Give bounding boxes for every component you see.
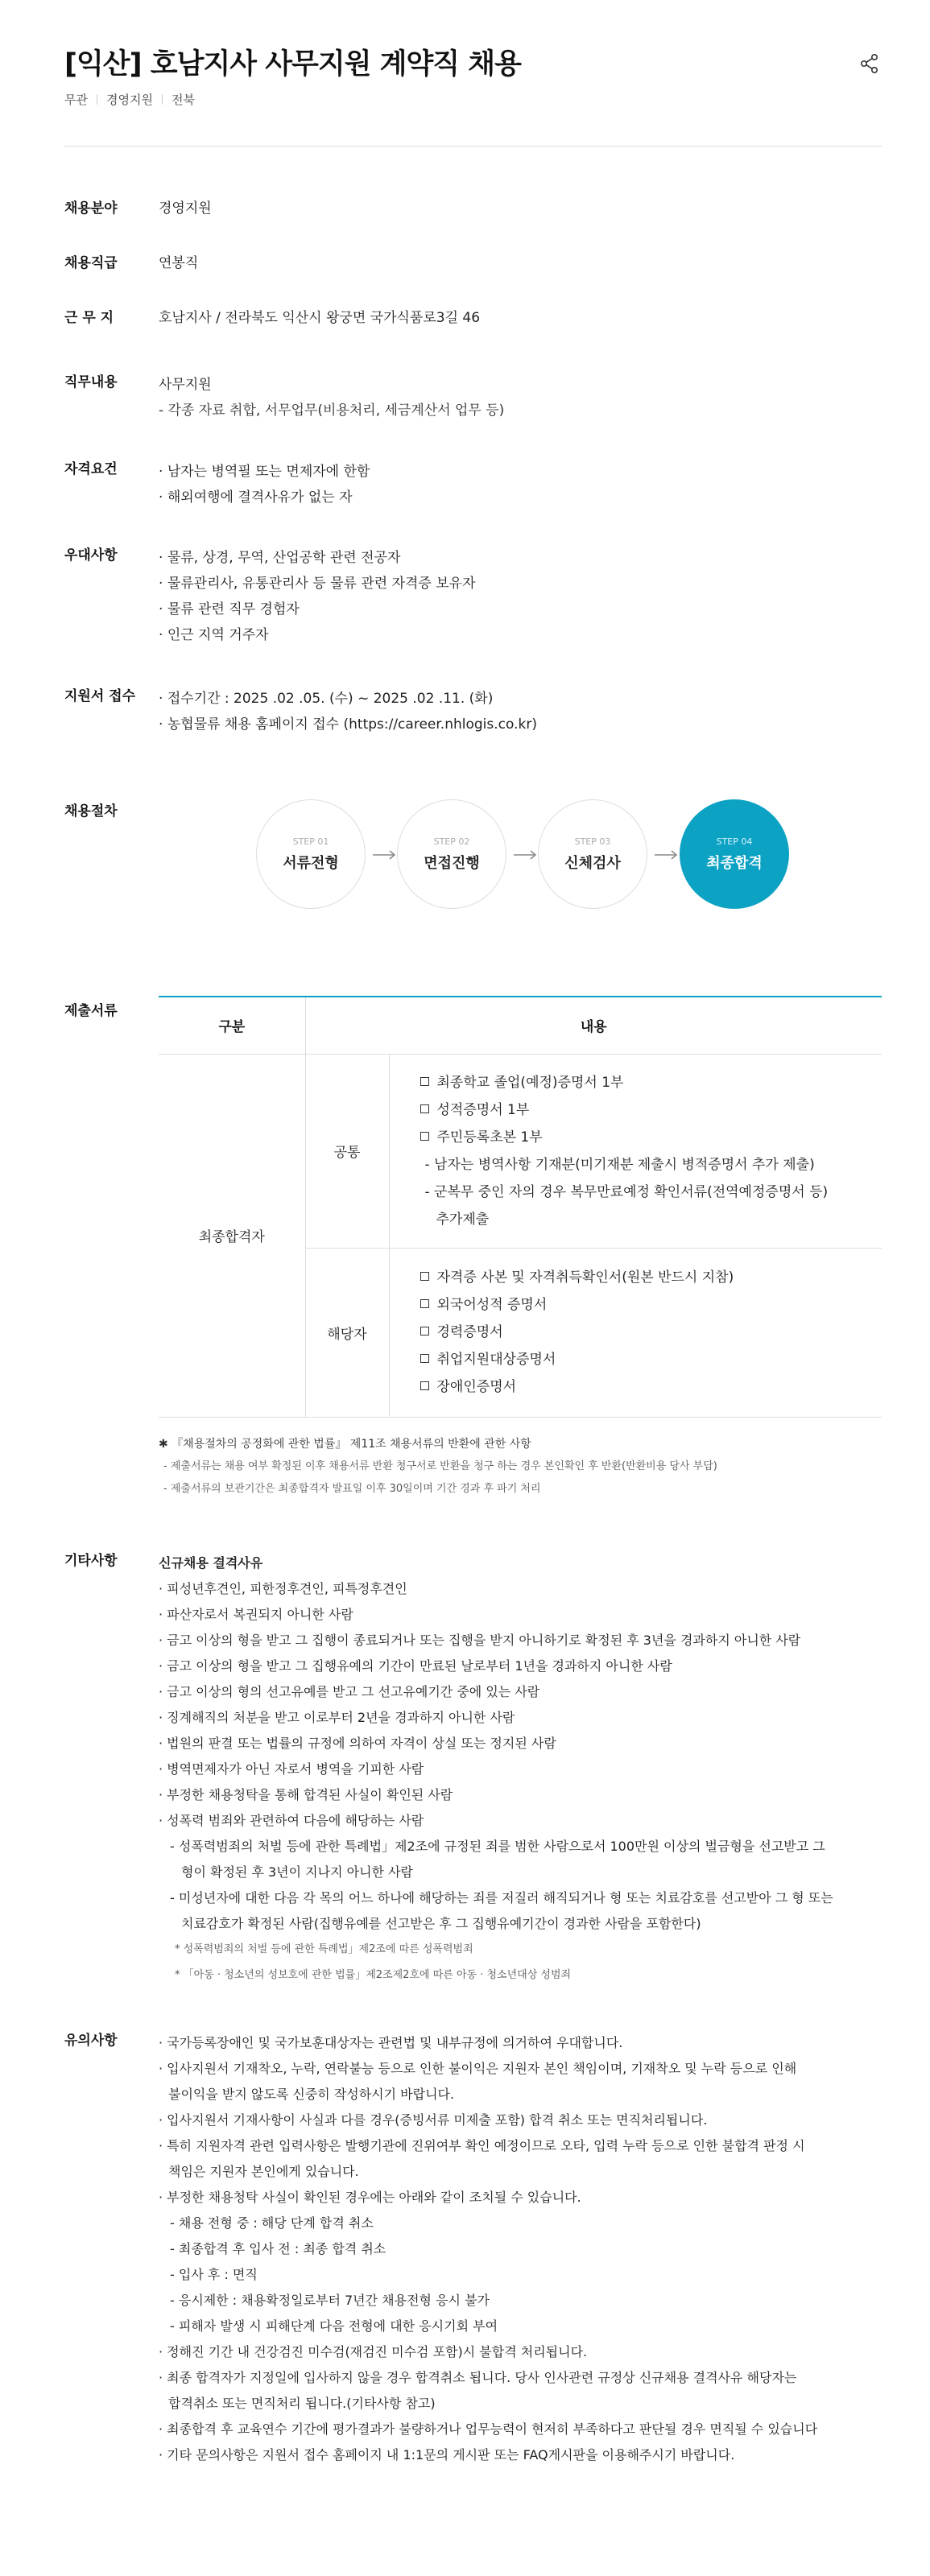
- note-text: - 제출서류의 보관기간은 최종합격자 발표일 이후 30일이며 기간 경과 후 파기 처리: [163, 1483, 541, 1495]
- etc-sub: 치료감호가 확정된 사람(집행유예를 선고받은 후 그 집행유예기간이 경과한 사람을 포함한다): [181, 1916, 701, 1931]
- apply-period: 접수기간 : 2025 .02 .05. (수) ~ 2025 .02 .11. (화): [167, 691, 494, 707]
- etc-item: 부정한 채용청탁을 통해 합격된 사실이 확인된 사람: [167, 1787, 453, 1802]
- column-header: 내용: [305, 997, 882, 1054]
- step-name: 최종합격: [706, 854, 763, 872]
- preference-list: · 물류, 상경, 무역, 산업공학 관련 전공자 · 물류관리사, 유통관리사 등 물류 관련 자격증 보유자 · 물류 관련 직무 경험자 · 인근 지역 거주자: [159, 550, 476, 643]
- table-header-row: [159, 997, 882, 1054]
- etc-sub: 형이 확정된 후 3년이 지나지 아니한 사람: [181, 1864, 413, 1880]
- etc-item: 금고 이상의 형을 받고 그 집행이 종료되거나 또는 집행을 받지 아니하기로 확정된 후 3년을 경과하지 아니한 사람: [167, 1633, 801, 1648]
- preference-item: 물류, 상경, 무역, 산업공학 관련 전공자: [167, 550, 401, 566]
- table-row: [159, 1054, 882, 1248]
- tag-career: 무관: [64, 93, 88, 107]
- document-item: 자격증 사본 및 자격취득확인서(원본 반드시 지참): [420, 1264, 882, 1291]
- tag-divider: [162, 94, 163, 105]
- apply-label: 지원서 접수: [64, 688, 136, 704]
- document-item: 외국어성적 증명서: [420, 1291, 882, 1319]
- step-number: STEP 04: [716, 836, 753, 847]
- duty-value: 사무지원: [159, 377, 212, 393]
- step-4: [680, 799, 789, 909]
- qualification-list: · 남자는 병역필 또는 면제자에 한함 · 해외여행에 결격사유가 없는 자: [159, 464, 370, 506]
- duty-label: 직무내용: [64, 374, 118, 390]
- tag-region: 전북: [171, 93, 195, 107]
- caution-item: 입사지원서 기재착오, 누락, 연락불능 등으로 인한 불이익은 지원자 본인 책임이며, 기재착오 및 누락 등으로 인해: [167, 2061, 797, 2076]
- step-number: STEP 03: [574, 836, 611, 847]
- qualification-item: 남자는 병역필 또는 면제자에 한함: [167, 464, 370, 480]
- duty-sub: - 각종 자료 취합, 서무업무(비용처리, 세금계산서 업무 등): [159, 402, 505, 419]
- document-item: 주민등록초본 1부: [420, 1124, 882, 1151]
- caution-item-cont: 합격취소 또는 면직처리 됩니다.(기타사항 참고): [168, 2396, 436, 2411]
- caution-item: 특히 지원자격 관련 입력사항은 발행기관에 진위여부 확인 예정이므로 오타, 입력 누락 등으로 인한 불합격 판정 시: [167, 2138, 805, 2153]
- field-label: 채용분야: [64, 200, 118, 217]
- caution-sub: - 최종합격 후 입사 전 : 최종 합격 취소: [170, 2241, 386, 2256]
- process-steps: [256, 799, 789, 909]
- document-item: 경력증명서: [420, 1319, 882, 1346]
- tag-list: [64, 91, 195, 108]
- process-label: 채용절차: [64, 803, 118, 819]
- arrow-right-icon: [372, 849, 396, 861]
- etc-label: 기타사항: [64, 1553, 118, 1569]
- relevant-cell: 해당자: [305, 1248, 389, 1417]
- caution-sub: - 응시제한 : 채용확정일로부터 7년간 채용전형 응시 불가: [170, 2293, 490, 2308]
- document-sub: 추가제출: [436, 1211, 490, 1228]
- page-title: [익산] 호남지사 사무지원 계약직 채용: [64, 48, 521, 80]
- tag-field: 경영지원: [105, 93, 153, 107]
- etc-item: 금고 이상의 형을 받고 그 집행유예의 기간이 만료된 날로부터 1년을 경과하지 아니한 사람: [167, 1658, 672, 1674]
- common-items: [389, 1054, 882, 1248]
- caution-item: 정해진 기간 내 건강검진 미수검(재검진 미수검 포함)시 불합격 처리됩니다.: [167, 2344, 588, 2359]
- rank-label: 채용직급: [64, 255, 118, 271]
- note-text: - 제출서류는 채용 여부 확정된 이후 채용서류 반환 청구서로 반환을 청구 하는 경우 본인확인 후 반환(반환비용 당사 부담): [163, 1460, 717, 1472]
- document-sub: - 군복무 중인 자의 경우 복무만료예정 확인서류(전역예정증명서 등): [424, 1183, 829, 1200]
- document-item: 성적증명서 1부: [420, 1096, 882, 1124]
- etc-sub: - 미성년자에 대한 다음 각 목의 어느 하나에 해당하는 죄를 저질러 해직되거나 형 또는 치료감호를 선고받아 그 형 또는: [170, 1890, 833, 1905]
- caution-sub: - 채용 전형 중 : 해당 단계 합격 취소: [170, 2215, 374, 2231]
- step-name: 신체검사: [564, 854, 621, 872]
- etc-item: 성폭력 범죄와 관련하여 다음에 해당하는 사람: [167, 1813, 424, 1828]
- qualification-label: 자격요건: [64, 461, 118, 477]
- arrow-right-icon: [513, 849, 537, 861]
- apply-homepage[interactable]: 농협물류 채용 홈페이지 접수 (https://career.nhlogis.co.kr): [167, 716, 537, 733]
- relevant-items: [389, 1248, 882, 1417]
- etc-item: 피성년후견인, 피한정후견인, 피특정후견인: [167, 1581, 407, 1596]
- share-icon[interactable]: [858, 52, 882, 76]
- caution-item: 부정한 채용청탁 사실이 확인된 경우에는 아래와 같이 조치될 수 있습니다.: [167, 2190, 581, 2205]
- caution-item: 기타 문의사항은 지원서 접수 홈페이지 내 1:1문의 게시판 또는 FAQ게시판을 이용해주시기 바랍니다.: [167, 2447, 735, 2462]
- step-2: [397, 799, 506, 909]
- caution-item: 국가등록장애인 및 국가보훈대상자는 관련법 및 내부규정에 의거하여 우대합니다.: [167, 2035, 623, 2050]
- etc-heading: 신규채용 결격사유: [159, 1555, 263, 1571]
- apply-list: · 접수기간 : 2025 .02 .05. (수) ~ 2025 .02 .11. (화) · 농협물류 채용 홈페이지 접수 (https://career.nhlogis.co.kr): [159, 691, 537, 733]
- location-value: 호남지사 / 전라북도 익산시 왕궁면 국가식품로3길 46: [159, 310, 481, 326]
- caution-sub: - 입사 후 : 면직: [170, 2267, 258, 2282]
- document-item: 취업지원대상증명서: [420, 1346, 882, 1373]
- etc-note: * 「아동 · 청소년의 성보호에 관한 법률」제2조제2호에 따른 아동 · 청소년대상 성범죄: [175, 1969, 572, 1981]
- document-sub: - 남자는 병역사항 기재분(미기재분 제출시 병적증명서 추가 제출): [424, 1156, 815, 1173]
- etc-item: 징계해직의 처분을 받고 이로부터 2년을 경과하지 아니한 사람: [167, 1710, 515, 1725]
- preference-item: 물류 관련 직무 경험자: [167, 601, 300, 617]
- step-1: [256, 799, 366, 909]
- caution-item-cont: 불이익을 받지 않도록 신중히 작성하시기 바랍니다.: [168, 2087, 455, 2102]
- etc-note: * 성폭력범죄의 처벌 등에 관한 특례법」제2조에 따른 성폭력범죄: [175, 1943, 473, 1955]
- column-header: 구분: [159, 997, 305, 1054]
- etc-sub: - 성폭력범죄의 처벌 등에 관한 특례법」제2조에 규정된 죄를 범한 사람으로서 100만원 이상의 벌금형을 선고받고 그: [170, 1839, 825, 1854]
- step-number: STEP 01: [292, 836, 329, 847]
- rank-value: 연봉직: [159, 255, 199, 271]
- documents-notes: ✱ 『채용절차의 공정화에 관한 법률』 제11조 채용서류의 반환에 관한 사항 - 제출서류는 채용 여부 확정된 이후 채용서류 반환 청구서로 반환을 청구 하는 경우 본인확인 후 반환(반환비용 당사 부담) - 제출서류의 보관기간은 최종합격자 발표일 이후 30일이며 기간 경과 후 파기 처리: [159, 1433, 717, 1501]
- etc-item: 파산자로서 복권되지 아니한 사람: [167, 1607, 353, 1622]
- step-3: [538, 799, 647, 909]
- etc-item: 병역면제자가 아닌 자로서 병역을 기피한 사람: [167, 1761, 424, 1777]
- caution-list: · 국가등록장애인 및 국가보훈대상자는 관련법 및 내부규정에 의거하여 우대합니다. · 입사지원서 기재착오, 누락, 연락불능 등으로 인한 불이익은 지원자 본인 책임이며, 기재착오 및 누락 등으로 인해 불이익을 받지 않도록 신중히 작성하시기 바랍니다. · 입사지원서 기재사항이 사실과 다를 경우(증빙서류 미제출 포함) 합격 취소 또는 면직처리됩니다. · 특히 지원자격 관련 입력사항은 발행기관에 진위여부 확인 예정이므로 오타, 입력 누락 등으로 인한 불합격 판정 시 책임은 지원자 본인에게 있습니다. · 부정한 채용청탁 사실이 확인된 경우에는 아래와 같이 조치될 수 있습니다. - 채용 전형 중 : 해당 단계 합격 취소 - 최종합격 후 입사 전 : 최종 합격 취소 - 입사 후 : 면직 - 응시제한 : 채용확정일로부터 7년간 채용전형 응시 불가 - 피해자 발생 시 피해단계 다음 전형에 대한 응시기회 부여 · 정해진 기간 내 건강검진 미수검(재검진 미수검 포함)시 불합격 처리됩니다. · 최종 합격자가 지정일에 입사하지 않을 경우 합격취소 됩니다. 당사 인사관련 규정상 신규채용 결격사유 해당자는 합격취소 또는 면직처리 됩니다.(기타사항 참고) · 최종합격 후 교육연수 기간에 평가결과가 불량하거나 업무능력이 현저히 부족하다고 판단될 경우 면직될 수 있습니다 · 기타 문의사항은 지원서 접수 홈페이지 내 1:1문의 게시판 또는 FAQ게시판을 이용해주시기 바랍니다.: [159, 2035, 818, 2462]
- common-cell: 공통: [305, 1054, 389, 1248]
- etc-item: 법원의 판결 또는 법률의 규정에 의하여 자격이 상실 또는 정지된 사람: [167, 1736, 556, 1751]
- caution-item: 입사지원서 기재사항이 사실과 다를 경우(증빙서류 미제출 포함) 합격 취소 또는 면직처리됩니다.: [167, 2112, 708, 2128]
- caution-item-cont: 책임은 지원자 본인에게 있습니다.: [168, 2164, 359, 2179]
- caution-label: 유의사항: [64, 2033, 118, 2049]
- documents-label: 제출서류: [64, 1003, 118, 1019]
- etc-item: 금고 이상의 형의 선고유예를 받고 그 선고유예기간 중에 있는 사람: [167, 1684, 540, 1699]
- field-value: 경영지원: [159, 200, 212, 217]
- duty-block: [159, 372, 504, 423]
- qualification-item: 해외여행에 결격사유가 없는 자: [167, 489, 353, 506]
- header-divider: [64, 146, 882, 147]
- arrow-right-icon: [654, 849, 678, 861]
- document-item: 장애인증명서: [420, 1373, 882, 1401]
- step-name: 서류전형: [283, 854, 339, 872]
- documents-table: [159, 996, 882, 1418]
- preference-label: 우대사항: [64, 547, 118, 564]
- note-text: 『채용절차의 공정화에 관한 법률』 제11조 채용서류의 반환에 관한 사항: [172, 1438, 531, 1451]
- step-name: 면접진행: [424, 854, 480, 872]
- group-cell: 최종합격자: [159, 1054, 305, 1417]
- etc-list: 신규채용 결격사유 · 피성년후견인, 피한정후견인, 피특정후견인 · 파산자로서 복권되지 아니한 사람 · 금고 이상의 형을 받고 그 집행이 종료되거나 또는 집행을 받지 아니하기로 확정된 후 3년을 경과하지 아니한 사람 · 금고 이상의 형을 받고 그 집행유예의 기간이 만료된 날로부터 1년을 경과하지 아니한 사람 · 금고 이상의 형의 선고유예를 받고 그 선고유예기간 중에 있는 사람 · 징계해직의 처분을 받고 이로부터 2년을 경과하지 아니한 사람 · 법원의 판결 또는 법률의 규정에 의하여 자격이 상실 또는 정지된 사람 · 병역면제자가 아닌 자로서 병역을 기피한 사람 · 부정한 채용청탁을 통해 합격된 사실이 확인된 사람 · 성폭력 범죄와 관련하여 다음에 해당하는 사람 - 성폭력범죄의 처벌 등에 관한 특례법」제2조에 규정된 죄를 범한 사람으로서 100만원 이상의 벌금형을 선고받고 그 형이 확정된 후 3년이 지나지 아니한 사람 - 미성년자에 대한 다음 각 목의 어느 하나에 해당하는 죄를 저질러 해직되거나 형 또는 치료감호를 선고받아 그 형 또는 치료감호가 확정된 사람(집행유예를 선고받은 후 그 집행유예기간이 경과한 사람을 포함한다) * 성폭력범죄의 처벌 등에 관한 특례법」제2조에 따른 성폭력범죄 * 「아동 · 청소년의 성보호에 관한 법률」제2조제2호에 따른 아동 · 청소년대상 성범죄: [159, 1550, 833, 1988]
- preference-item: 인근 지역 거주자: [167, 627, 269, 643]
- location-label: 근 무 지: [64, 310, 114, 326]
- step-number: STEP 02: [433, 836, 470, 847]
- caution-item: 최종 합격자가 지정일에 입사하지 않을 경우 합격취소 됩니다. 당사 인사관련 규정상 신규채용 결격사유 해당자는: [167, 2370, 797, 2385]
- preference-item: 물류관리사, 유통관리사 등 물류 관련 자격증 보유자: [167, 576, 476, 592]
- caution-sub: - 피해자 발생 시 피해단계 다음 전형에 대한 응시기회 부여: [170, 2318, 498, 2334]
- caution-item: 최종합격 후 교육연수 기간에 평가결과가 불량하거나 업무능력이 현저히 부족하다고 판단될 경우 면직될 수 있습니다: [167, 2421, 818, 2437]
- document-item: 최종학교 졸업(예정)증명서 1부: [420, 1069, 882, 1096]
